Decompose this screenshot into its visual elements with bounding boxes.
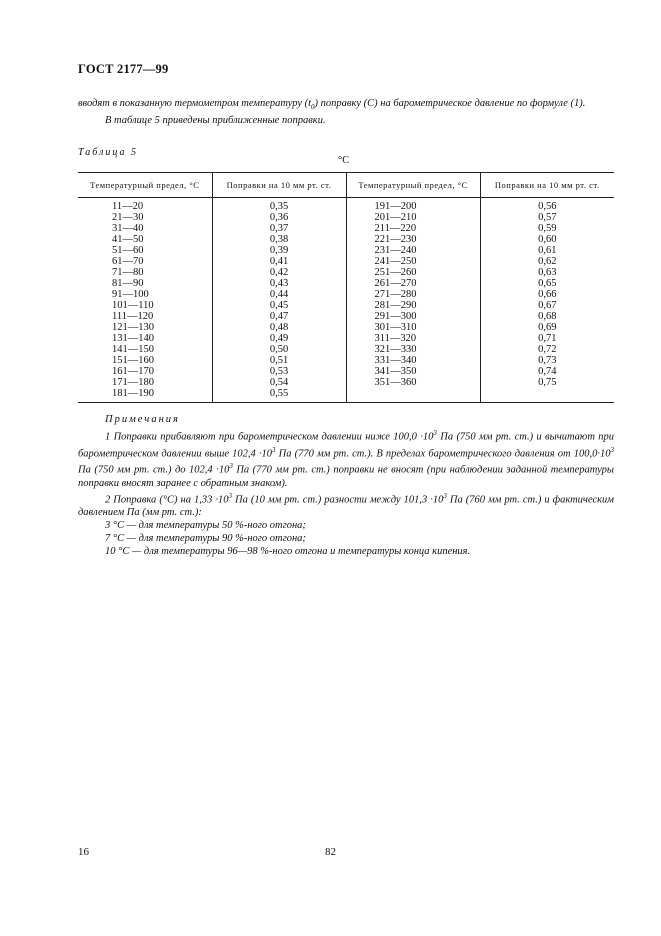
cell-left-range	[78, 198, 212, 213]
intro-line-2: В таблице 5 приведены приближенные поправки.	[105, 115, 326, 127]
cell-left-value: 0,44	[212, 289, 346, 300]
cell-left-range	[78, 234, 212, 245]
cell-right-value: 0,57	[480, 212, 614, 223]
cell-left-range	[78, 333, 212, 344]
cell-right-range	[346, 278, 480, 289]
cell-right-range-text: 301—310	[374, 322, 417, 333]
table-row	[78, 256, 614, 267]
cell-left-range	[78, 322, 212, 333]
header-correction-right: Поправки на 10 мм рт. ст.	[480, 173, 614, 198]
cell-right-range	[346, 366, 480, 377]
cell-right-value: 0,59	[480, 223, 614, 234]
table-row	[78, 245, 614, 256]
table-row	[78, 223, 614, 234]
cell-right-range-text: 261—270	[374, 278, 417, 289]
cell-right-range	[346, 212, 480, 223]
cell-right-range	[346, 311, 480, 322]
cell-right-range-text: 251—260	[374, 267, 417, 278]
table-caption: Таблица 5	[78, 147, 138, 158]
cell-right-range-text: 321—330	[374, 344, 417, 355]
cell-left-range-text: 121—130	[112, 322, 154, 333]
page-number-left: 16	[78, 846, 89, 858]
header-temp-range-right: Температурный предел, °С	[346, 173, 480, 198]
cell-left-range	[78, 300, 212, 311]
document-header: ГОСТ 2177—99	[78, 62, 169, 76]
cell-right-range-text: 291—300	[374, 311, 417, 322]
cell-right-value: 0,60	[480, 234, 614, 245]
cell-right-range-text: 241—250	[374, 256, 417, 267]
cell-right-value: 0,67	[480, 300, 614, 311]
note-1: 1 Поправки прибавляют при барометрическом давлении ниже $100,0 \cdot 10^3$ Па (750 мм рт. ст.) и вычитают при барометрическом давлении выше $102,4 \cdot 10^3$ Па (770 мм рт. ст.). В пределах барометрического давления от $100,0\cdot 10^3$ Па (750 мм рт. ст.) до $102,4 \cdot 10^3$ Па (770 мм рт. ст.) поправки не вносят (при наблюдении заданной температуры поправки вносят заранее с обратным знаком).	[78, 429, 615, 489]
cell-left-range	[78, 245, 212, 256]
cell-left-range-text: 161—170	[112, 366, 154, 377]
table-row	[78, 366, 614, 377]
notes-section	[78, 413, 614, 558]
cell-left-range-text: 31—40	[112, 223, 144, 234]
cell-left-range	[78, 212, 212, 223]
cell-right-range	[346, 245, 480, 256]
cell-right-range-text: 191—200	[374, 201, 417, 212]
cell-left-range	[78, 278, 212, 289]
cell-left-range	[78, 267, 212, 278]
table-row	[78, 267, 614, 278]
table-row	[78, 198, 614, 213]
cell-right-value: 0,68	[480, 311, 614, 322]
cell-right-range-text: 331—340	[374, 355, 417, 366]
cell-right-range-text: 281—290	[374, 300, 417, 311]
cell-left-range-text: 131—140	[112, 333, 154, 344]
cell-right-range-text: 211—220	[374, 223, 417, 234]
table-row	[78, 322, 614, 333]
cell-left-range-text: 81—90	[112, 278, 144, 289]
table-row	[78, 311, 614, 322]
cell-left-value: 0,41	[212, 256, 346, 267]
cell-left-value: 0,43	[212, 278, 346, 289]
cell-right-value: 0,74	[480, 366, 614, 377]
cell-left-range-text: 151—160	[112, 355, 154, 366]
cell-left-range	[78, 256, 212, 267]
cell-left-range	[78, 377, 212, 388]
cell-left-range-text: 51—60	[112, 245, 144, 256]
cell-left-value: 0,51	[212, 355, 346, 366]
cell-left-range-text: 181—190	[112, 388, 154, 399]
cell-left-range	[78, 366, 212, 377]
cell-left-range-text: 11—20	[112, 201, 144, 212]
cell-left-value: 0,55	[212, 388, 346, 403]
cell-right-value: 0,71	[480, 333, 614, 344]
cell-right-range	[346, 289, 480, 300]
cell-right-range-text: 271—280	[374, 289, 417, 300]
table-body	[78, 198, 614, 403]
cell-left-range	[78, 289, 212, 300]
cell-right-range-text: 231—240	[374, 245, 417, 256]
cell-right-range-text: 341—350	[374, 366, 417, 377]
cell-right-value: 0,73	[480, 355, 614, 366]
cell-right-value	[480, 388, 614, 403]
cell-left-range	[78, 223, 212, 234]
cell-right-value: 0,63	[480, 267, 614, 278]
cell-right-range	[346, 234, 480, 245]
intro-paragraph	[78, 97, 614, 127]
notes-title: Примечания	[105, 414, 180, 425]
note-2: 2 Поправка (°С) на $1,33 \cdot 10^3$ Па (10 мм рт. ст.) разности между $101,3 \cdot 10^3$ Па (760 мм рт. ст.) и фактическим давлением Па (мм рт. ст.):	[78, 491, 614, 518]
cell-left-range-text: 111—120	[112, 311, 154, 322]
cell-left-value: 0,35	[212, 198, 346, 213]
cell-left-value: 0,48	[212, 322, 346, 333]
table-row	[78, 278, 614, 289]
cell-right-range	[346, 388, 480, 403]
table-unit: °C	[338, 155, 350, 166]
cell-left-range-text: 41—50	[112, 234, 144, 245]
cell-left-value: 0,50	[212, 344, 346, 355]
table-row	[78, 333, 614, 344]
table-row	[78, 355, 614, 366]
cell-right-range	[346, 267, 480, 278]
table-row	[78, 212, 614, 223]
cell-right-value: 0,62	[480, 256, 614, 267]
cell-left-range	[78, 344, 212, 355]
cell-right-range	[346, 344, 480, 355]
table-row	[78, 377, 614, 388]
cell-right-range	[346, 223, 480, 234]
note-2-item-2: 7 °С — для температуры 90 %-ного отгона;	[105, 533, 306, 544]
cell-left-value: 0,45	[212, 300, 346, 311]
cell-left-range-text: 61—70	[112, 256, 144, 267]
cell-left-value: 0,36	[212, 212, 346, 223]
cell-right-value: 0,69	[480, 322, 614, 333]
cell-right-range-text: 201—210	[374, 212, 417, 223]
cell-right-value: 0,65	[480, 278, 614, 289]
cell-left-range-text: 21—30	[112, 212, 144, 223]
cell-left-range-text: 141—150	[112, 344, 154, 355]
cell-left-value: 0,54	[212, 377, 346, 388]
cell-left-range-text: 91—100	[112, 289, 149, 300]
cell-left-range	[78, 355, 212, 366]
cell-right-value: 0,75	[480, 377, 614, 388]
cell-left-value: 0,42	[212, 267, 346, 278]
cell-right-range	[346, 256, 480, 267]
cell-left-value: 0,53	[212, 366, 346, 377]
cell-right-value: 0,66	[480, 289, 614, 300]
cell-left-range-text: 101—110	[112, 300, 154, 311]
cell-right-range	[346, 300, 480, 311]
note-2-item-1: 3 °С — для температуры 50 %-ного отгона;	[105, 520, 306, 531]
cell-right-range-text: 351—360	[374, 377, 417, 388]
cell-right-value: 0,72	[480, 344, 614, 355]
table-row	[78, 289, 614, 300]
cell-right-range-text: 311—320	[374, 333, 417, 344]
page-number-center: 82	[325, 846, 336, 858]
intro-line-1: вводят в показанную термометром температуру $(t_0)$ поправку (С) на барометрическое давление по формуле (1).	[78, 98, 586, 112]
cell-left-range	[78, 388, 212, 403]
table-row	[78, 234, 614, 245]
cell-left-value: 0,49	[212, 333, 346, 344]
table-row	[78, 300, 614, 311]
header-temp-range-left: Температурный предел, °С	[78, 173, 212, 198]
table-row	[78, 388, 614, 403]
cell-left-value: 0,47	[212, 311, 346, 322]
cell-right-range	[346, 333, 480, 344]
table-row	[78, 344, 614, 355]
cell-right-range	[346, 198, 480, 213]
cell-right-value: 0,56	[480, 198, 614, 213]
cell-right-range	[346, 322, 480, 333]
cell-left-range	[78, 311, 212, 322]
cell-left-value: 0,37	[212, 223, 346, 234]
note-2-item-3: 10 °С — для температуры 96—98 %-ного отгона и температуры конца кипения.	[105, 546, 471, 557]
cell-right-range	[346, 377, 480, 388]
cell-right-range-text: 221—230	[374, 234, 417, 245]
cell-left-value: 0,38	[212, 234, 346, 245]
cell-left-value: 0,39	[212, 245, 346, 256]
header-correction-left: Поправки на 10 мм рт. ст.	[212, 173, 346, 198]
cell-left-range-text: 171—180	[112, 377, 154, 388]
correction-table	[78, 172, 614, 403]
cell-right-range	[346, 355, 480, 366]
cell-left-range-text: 71—80	[112, 267, 144, 278]
cell-right-value: 0,61	[480, 245, 614, 256]
table-header-row	[78, 173, 614, 198]
